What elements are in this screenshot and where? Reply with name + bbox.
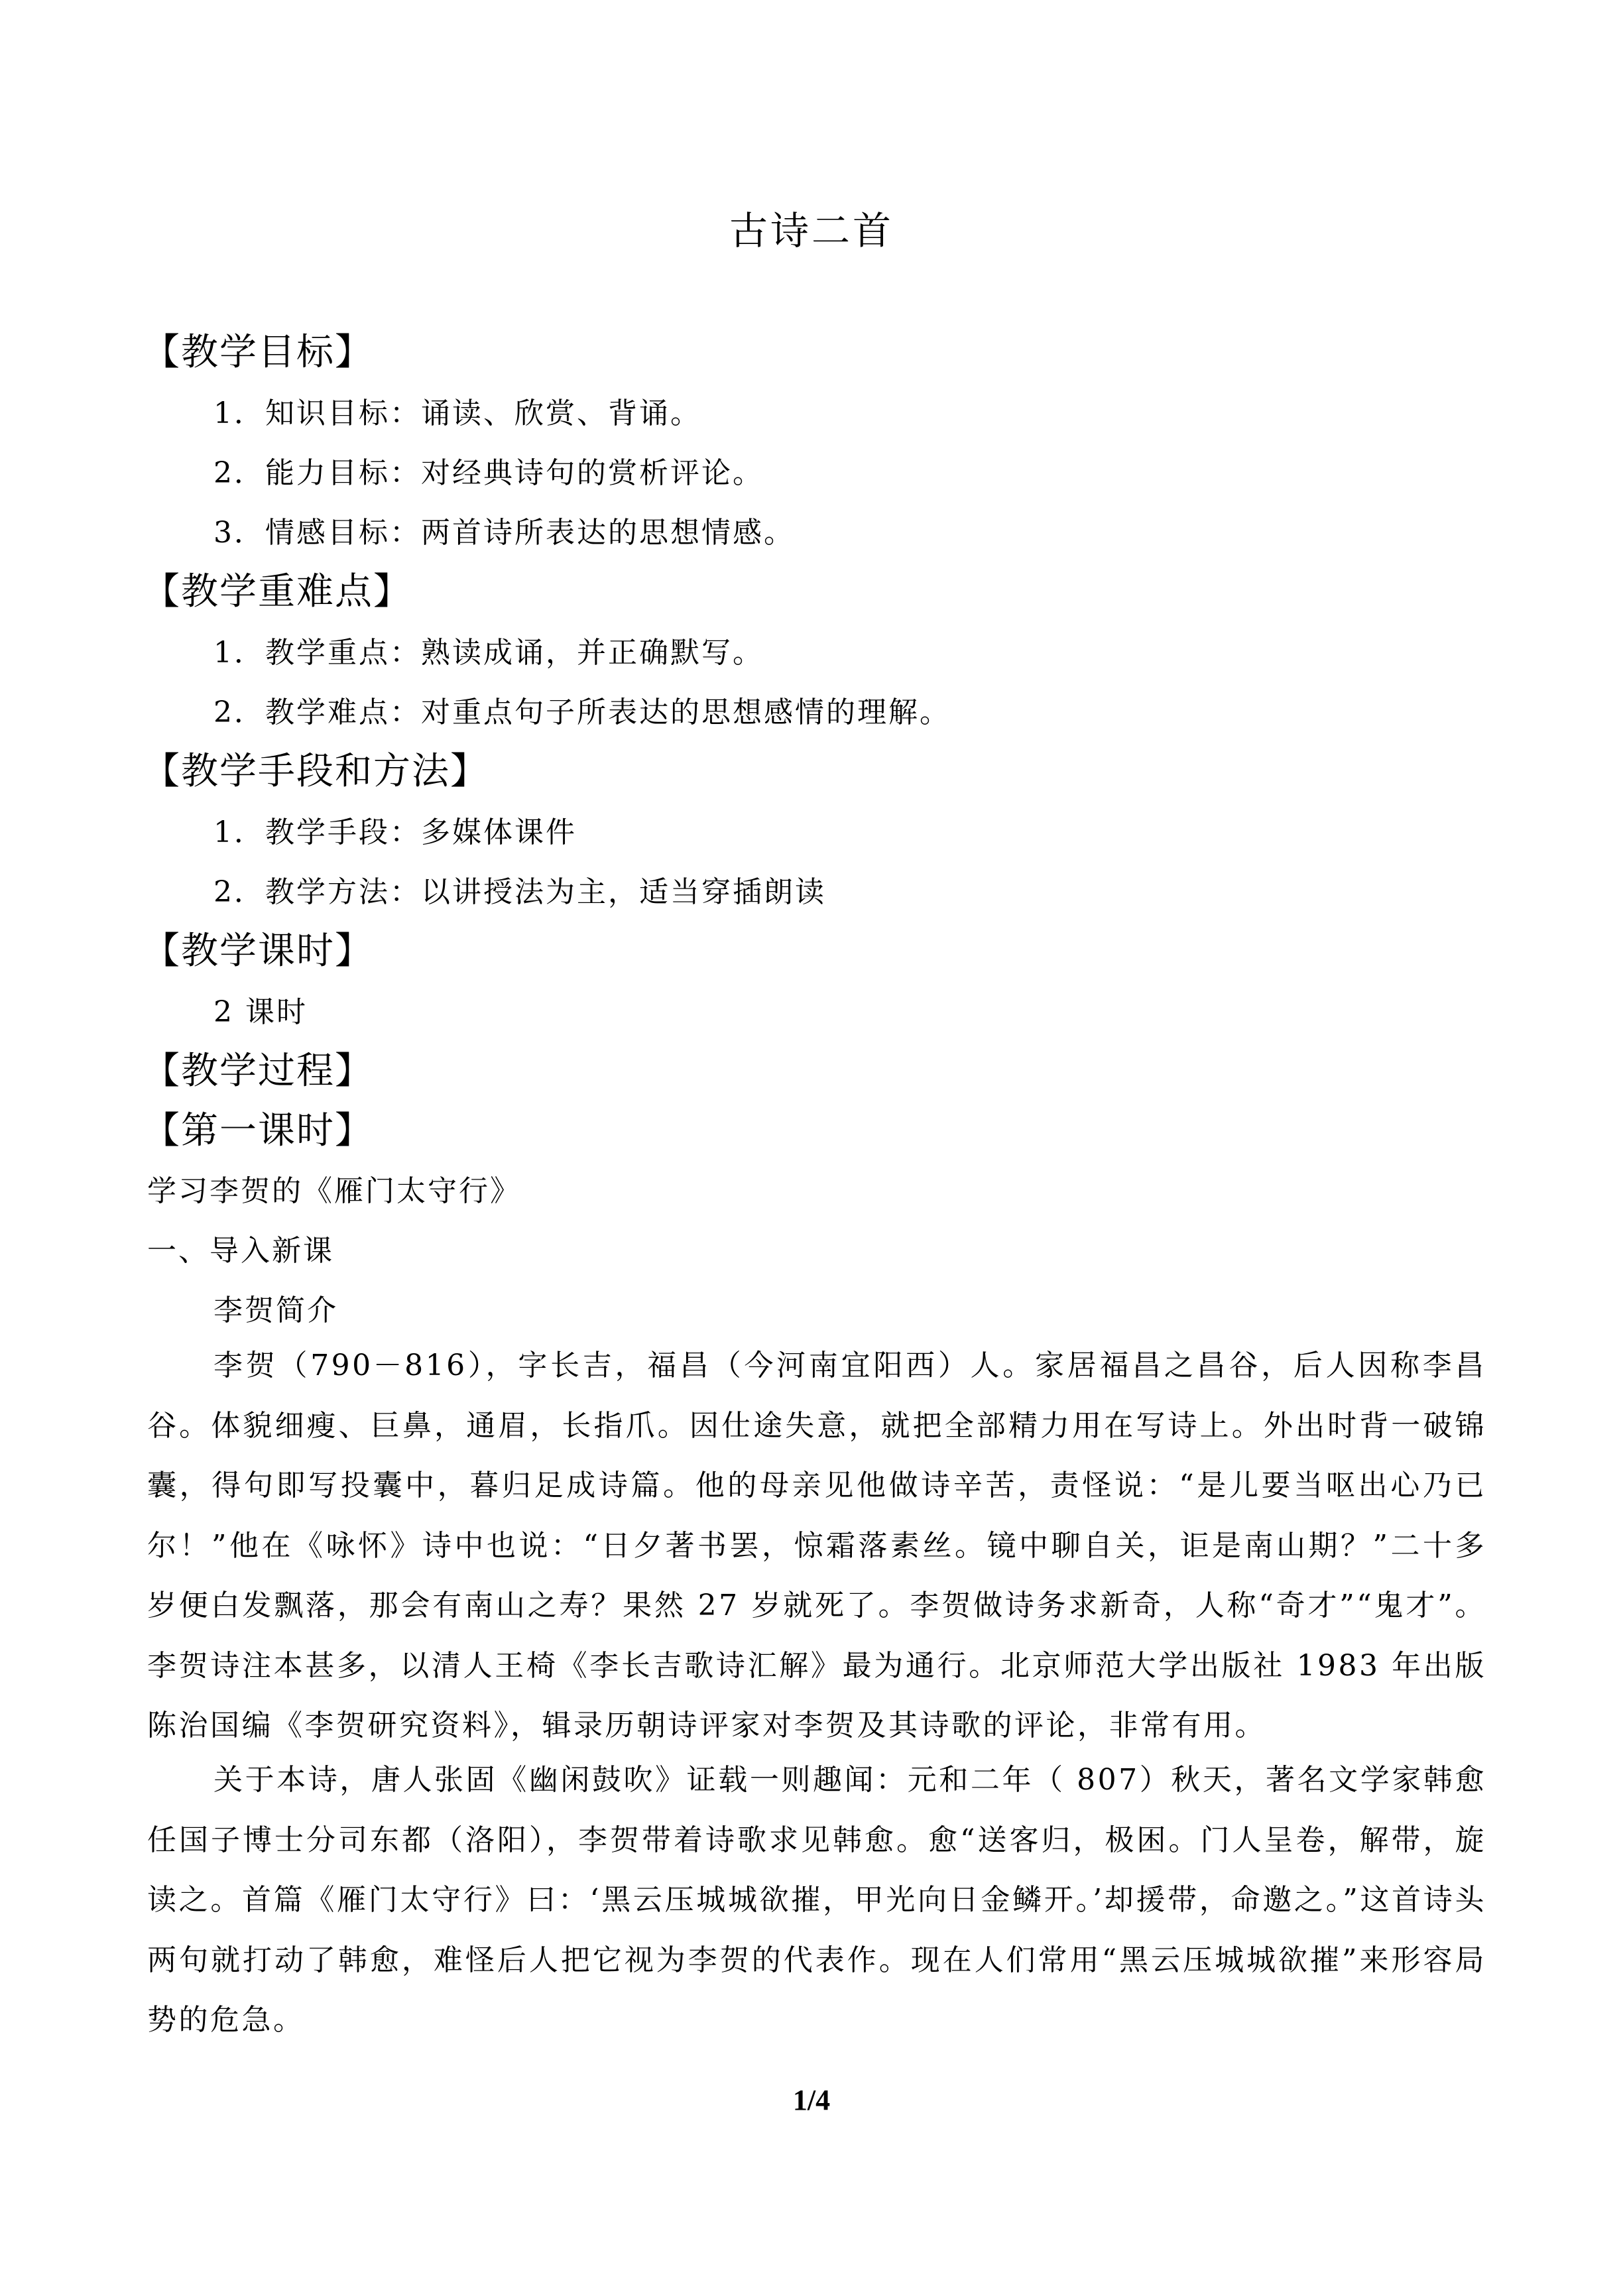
heading-key-points: 【教学重难点】 bbox=[143, 570, 412, 613]
key-point-item-1: 1．教学重点：熟读成诵，并正确默写。 bbox=[213, 636, 764, 670]
heading-periods: 【教学课时】 bbox=[143, 930, 373, 973]
objective-item-3: 3．情感目标：两首诗所表达的思想情感。 bbox=[213, 516, 795, 550]
study-line: 学习李贺的《雁门太守行》 bbox=[147, 1174, 521, 1208]
method-item-2: 2．教学方法：以讲授法为主，适当穿插朗读 bbox=[213, 875, 826, 909]
objective-item-2: 2．能力目标：对经典诗句的赏析评论。 bbox=[213, 456, 764, 490]
page-title: 古诗二首 bbox=[729, 208, 894, 253]
subheading-li-he-intro: 李贺简介 bbox=[213, 1294, 338, 1327]
heading-objectives: 【教学目标】 bbox=[143, 331, 373, 374]
paragraph-li-he-biography: 李贺（790－816），字长吉，福昌（今河南宜阳西）人。家居福昌之昌谷，后人因称李昌谷。体貌细瘦、巨鼻，通眉，长指爪。因仕途失意，就把全部精力用在写诗上。外出时背一破锦囊，得句即写投囊中，暮归足成诗篇。他的母亲见他做诗辛苦，责怪说：“是儿要当呕出心乃已尔！”他在《咏怀》诗中也说：“日夕著书罢，惊霜落素丝。镜中聊自关，讵是南山期？”二十多岁便白发飘落，那会有南山之寿？果然 27 岁就死了。李贺做诗务求新奇，人称“奇才”“鬼才”。李贺诗注本甚多，以清人王椅《李长吉歌诗汇解》最为通行。北京师范大学出版社 1983 年出版陈治国编《李贺研究资料》，辑录历朝诗评家对李贺及其诗歌的评论，非常有用。 bbox=[147, 1349, 1486, 1742]
page-number: 1/4 bbox=[792, 2084, 831, 2116]
section-one-heading: 一、导入新课 bbox=[147, 1234, 334, 1268]
key-point-item-2: 2．教学难点：对重点句子所表达的思想感情的理解。 bbox=[213, 695, 951, 729]
paragraph-poem-anecdote: 关于本诗，唐人张固《幽闲鼓吹》证载一则趣闻：元和二年（ 807）秋天，著名文学家韩愈任国子博士分司东都（洛阳），李贺带着诗歌求见韩愈。愈“送客归，极困。门人呈卷，解带，旋读之。首篇《雁门太守行》曰：‘黑云压城城欲摧，甲光向日金鳞开。’却援带，命邀之。”这首诗头两句就打动了韩愈，难怪后人把它视为李贺的代表作。现在人们常用“黑云压城城欲摧”来形容局势的危急。 bbox=[147, 1763, 1486, 2037]
method-item-1: 1．教学手段：多媒体课件 bbox=[213, 816, 577, 849]
heading-first-period: 【第一课时】 bbox=[143, 1109, 373, 1152]
heading-process: 【教学过程】 bbox=[143, 1050, 373, 1093]
objective-item-1: 1．知识目标：诵读、欣赏、背诵。 bbox=[213, 396, 701, 430]
heading-methods: 【教学手段和方法】 bbox=[143, 750, 489, 793]
periods-text: 2 课时 bbox=[213, 995, 308, 1029]
